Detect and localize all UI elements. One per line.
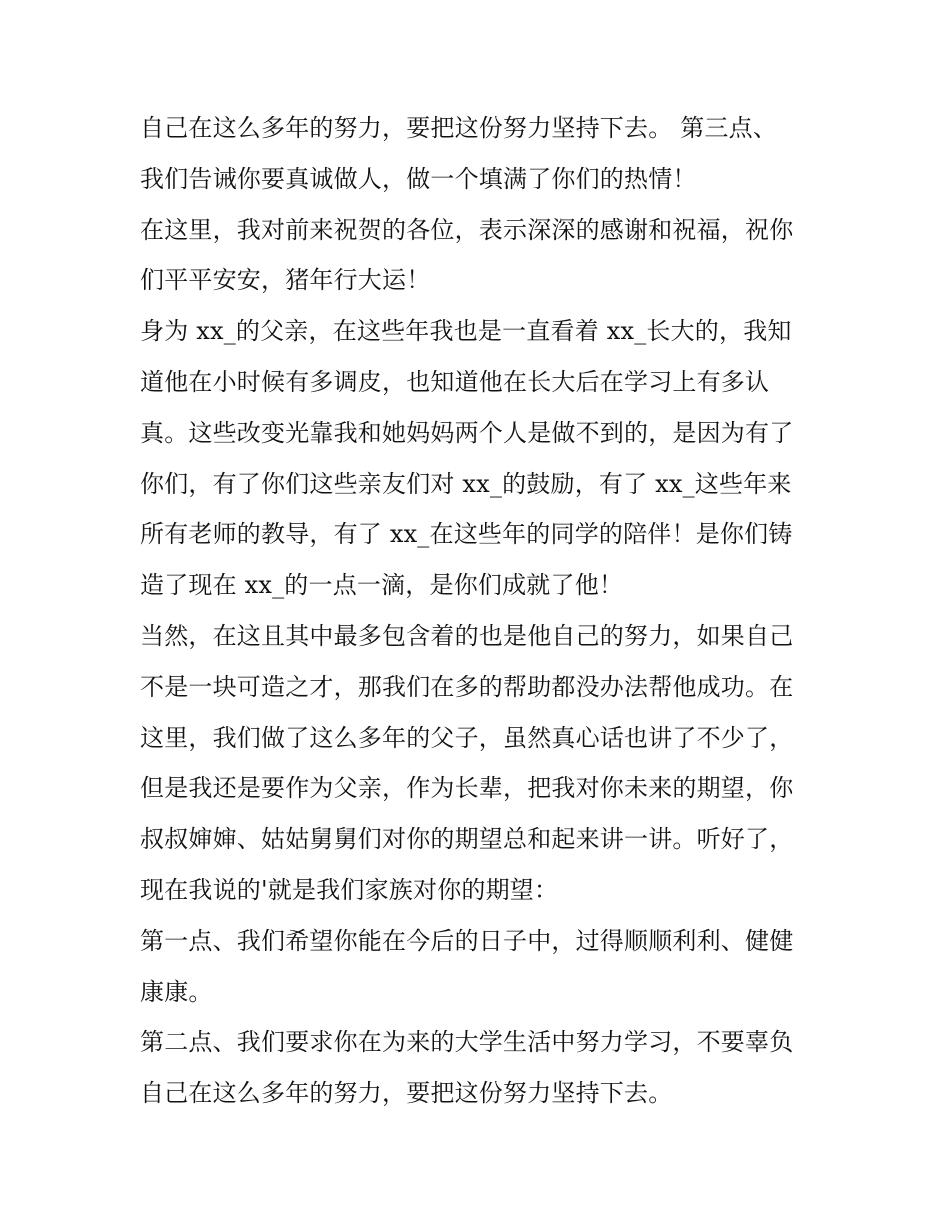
- text-line: 造了现在 xx_的一点一滴，是你们成就了他！: [140, 571, 624, 600]
- text-line: 道他在小时候有多调皮，也知道他在长大后在学习上有多认: [140, 367, 770, 396]
- text-line: 当然，在这且其中最多包含着的也是他自己的努力，如果自己: [140, 621, 794, 650]
- text-line: 康康。: [140, 977, 213, 1006]
- text-line: 自己在这么多年的努力，要把这份努力坚持下去。 第三点、: [140, 114, 778, 142]
- text-line: 我们告诫你要真诚做人，做一个填满了你们的热情！: [140, 164, 697, 193]
- text-line: 真。这些改变光靠我和她妈妈两个人是做不到的，是因为有了: [140, 418, 794, 447]
- text-line: 第一点、我们希望你能在今后的日子中，过得顺顺利利、健健: [140, 926, 794, 955]
- text-line: 身为 xx_的父亲，在这些年我也是一直看着 xx_长大的，我知: [140, 317, 792, 346]
- text-line: 所有老师的教导，有了 xx_在这些年的同学的陪伴！是你们铸: [140, 520, 793, 549]
- text-line: 你们，有了你们这些亲友们对 xx_的鼓励，有了 xx_这些年来: [140, 469, 792, 498]
- text-line: 这里，我们做了这么多年的父子，虽然真心话也讲了不少了，: [140, 723, 794, 752]
- text-line: 们平平安安，猪年行大运！: [140, 266, 431, 295]
- text-line: 但是我还是要作为父亲，作为长辈，把我对你未来的期望，你: [140, 774, 794, 803]
- text-line: 自己在这么多年的努力，要把这份努力坚持下去。: [140, 1079, 673, 1108]
- text-line: 第二点、我们要求你在为来的大学生活中努力学习，不要辜负: [140, 1028, 794, 1057]
- document-body: [140, 103, 820, 1119]
- text-line: 不是一块可造之才，那我们在多的帮助都没办法帮他成功。在: [140, 672, 794, 701]
- text-line: 叔叔婶婶、姑姑舅舅们对你的期望总和起来讲一讲。听好了，: [140, 825, 794, 854]
- text-line: 现在我说的'就是我们家族对你的期望：: [140, 875, 559, 904]
- text-line: 在这里，我对前来祝贺的各位，表示深深的感谢和祝福，祝你: [140, 215, 794, 244]
